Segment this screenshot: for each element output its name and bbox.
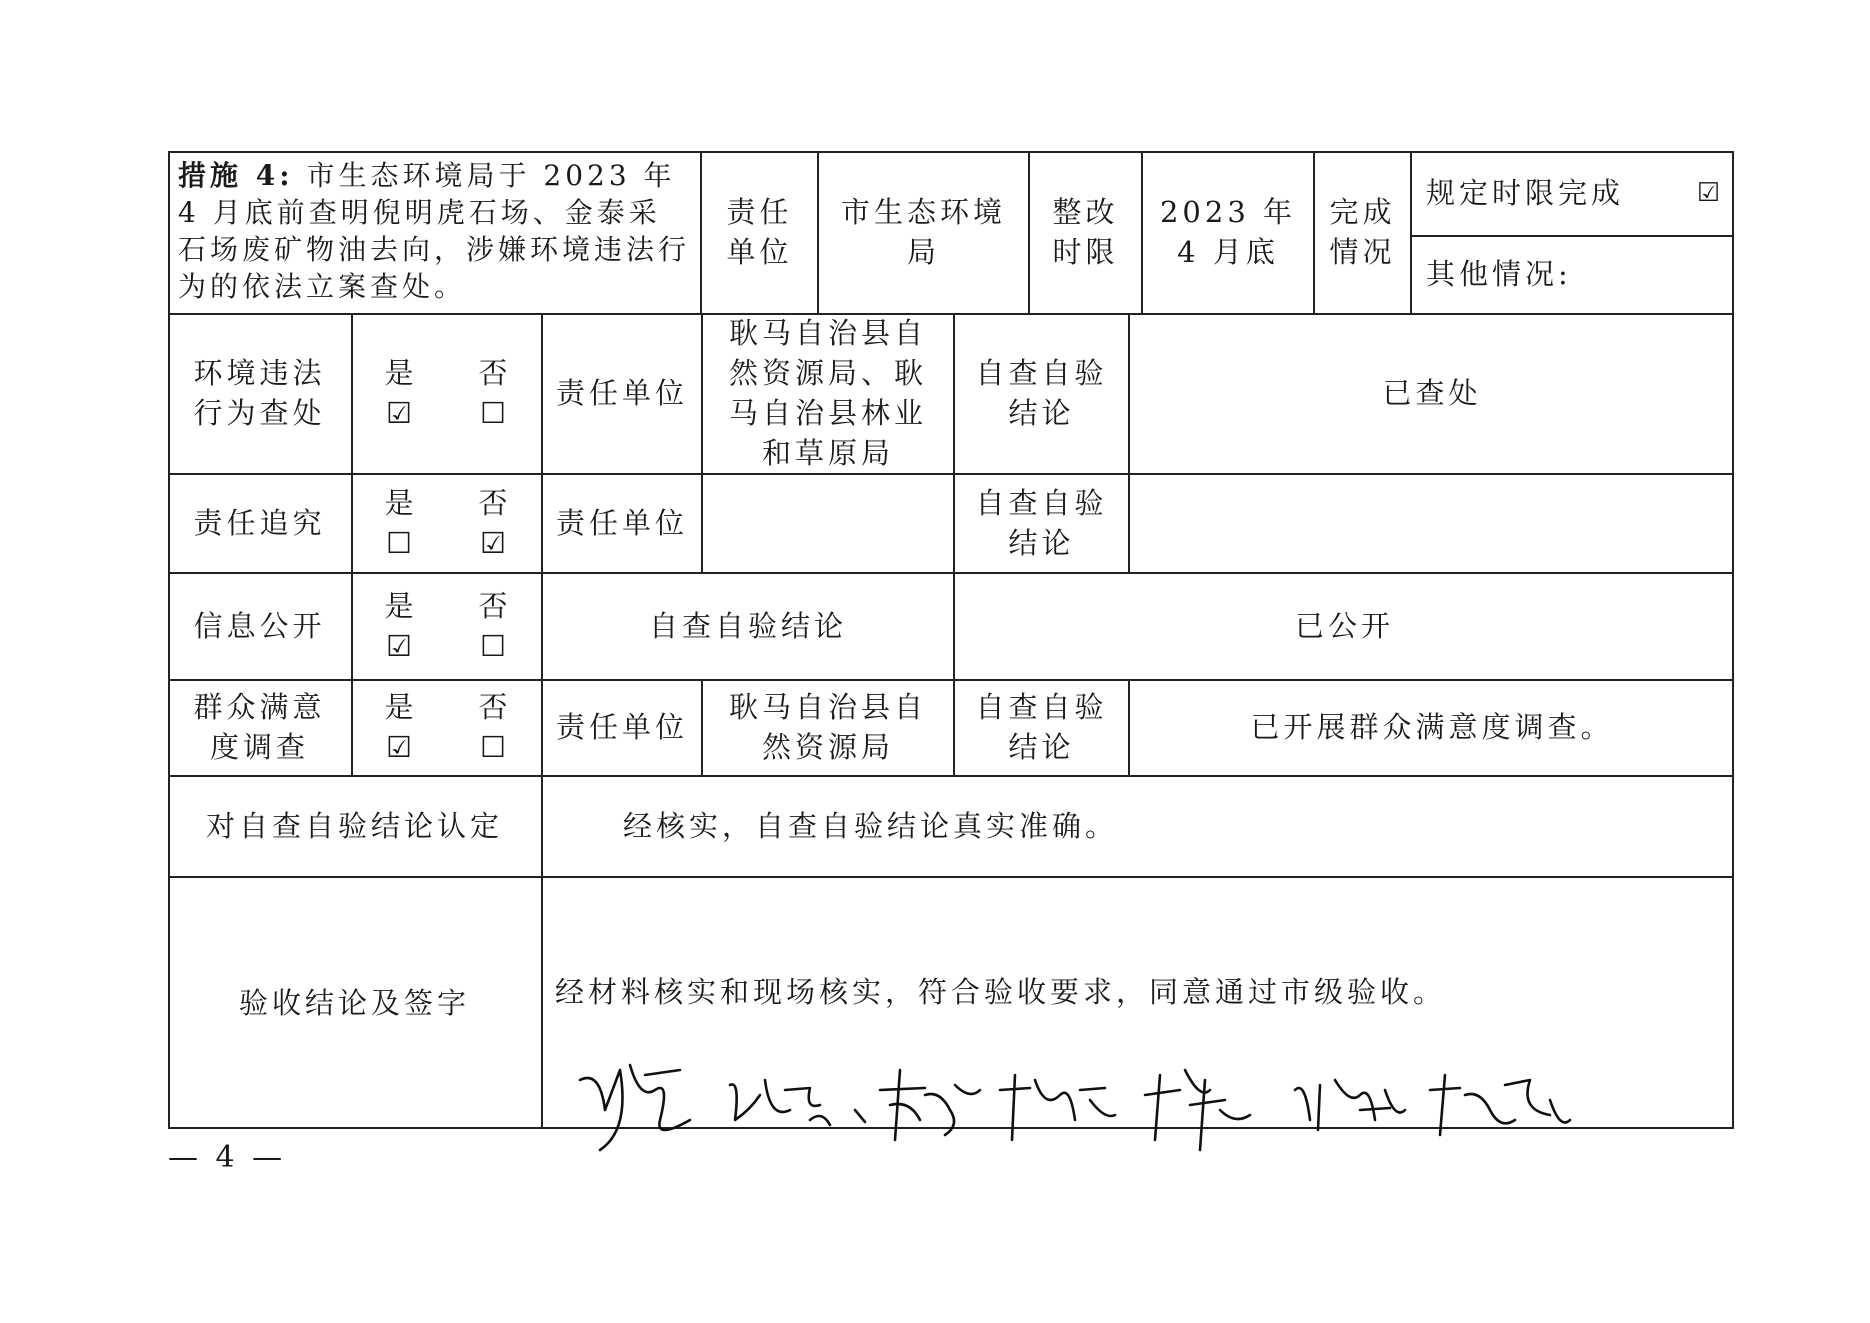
measure-unit-label: 责任单位 [726, 195, 793, 269]
unit-label: 责任单位 [555, 505, 688, 540]
yes-no-cell [351, 679, 541, 775]
verification-label-cell [168, 775, 541, 876]
yes-no-cell [351, 473, 541, 572]
no-checkbox[interactable]: 否☐ [478, 588, 510, 663]
yes-checkbox[interactable]: 是☑ [384, 356, 416, 430]
conclusion-label: 自查自验结论 [975, 690, 1108, 764]
unit-label-cell [541, 473, 701, 572]
yes-checkbox[interactable]: 是☐ [384, 485, 416, 560]
measure-unit-cell [817, 151, 1028, 313]
measure-deadline: 2023 年 4 月底 [1159, 195, 1297, 269]
no-checkbox[interactable]: 否☐ [478, 356, 510, 430]
row-label-cell [168, 313, 351, 473]
row-label-cell [168, 679, 351, 775]
measure-deadline-label-cell [1028, 151, 1141, 313]
row-label-cell [168, 572, 351, 679]
measure-row [168, 151, 1734, 313]
unit-label: 责任单位 [555, 376, 688, 410]
measure-completion-label-cell [1313, 151, 1410, 313]
signatures [560, 1050, 1730, 1155]
measure-deadline-label: 整改时限 [1052, 195, 1119, 269]
signature [1295, 1080, 1405, 1130]
unit-label-cell [541, 313, 701, 473]
acceptance-text: 经材料核实和现场核实，符合验收要求，同意通过市级验收。 [555, 975, 1447, 1009]
page-number: — 4 — [168, 1140, 287, 1175]
signature [1430, 1075, 1570, 1135]
conclusion-label: 自查自验结论 [975, 356, 1108, 430]
measure-deadline-cell [1141, 151, 1313, 313]
conclusion-label-cell [953, 473, 1128, 572]
table-row [168, 679, 1734, 775]
verification-row [168, 775, 1734, 876]
on-time-label: 规定时限完成 [1426, 176, 1625, 210]
on-time-checkbox[interactable]: ☑ [1696, 178, 1720, 208]
yes-checkbox[interactable]: 是☑ [384, 588, 416, 663]
unit-value: 耿马自治县自然资源局 [728, 690, 927, 764]
row-label: 信息公开 [193, 608, 326, 643]
yes-no-cell [351, 313, 541, 473]
conclusion-cell [953, 572, 1734, 679]
conclusion-value: 已公开 [1294, 608, 1394, 643]
measure-description [168, 151, 700, 313]
acceptance-label-cell [168, 876, 541, 1129]
conclusion-label: 自查自验结论 [648, 608, 847, 643]
signature [1000, 1075, 1115, 1140]
signature [730, 1080, 830, 1125]
conclusion-value: 已查处 [1382, 376, 1482, 410]
conclusion-label: 自查自验结论 [975, 485, 1108, 560]
signature [1145, 1070, 1250, 1150]
table-row [168, 572, 1734, 679]
yes-no-cell [351, 572, 541, 679]
unit-label: 责任单位 [555, 710, 688, 744]
acceptance-label: 验收结论及签字 [238, 985, 470, 1020]
conclusion-cell [1128, 313, 1734, 473]
verification-text-cell [541, 775, 1734, 876]
measure-completion-label: 完成情况 [1329, 195, 1396, 269]
conclusion-value: 已开展群众满意度调查。 [1250, 710, 1614, 744]
conclusion-label-cell [953, 679, 1128, 775]
unit-cell [701, 679, 953, 775]
verification-text: 经核实，自查自验结论真实准确。 [623, 808, 1119, 843]
unit-cell [701, 473, 953, 572]
measure-unit-label-cell [700, 151, 817, 313]
unit-label-cell [541, 679, 701, 775]
completion-options [1410, 151, 1734, 313]
signature [855, 1070, 980, 1140]
yes-checkbox[interactable]: 是☑ [384, 690, 416, 764]
signature [580, 1065, 690, 1150]
row-label: 责任追究 [193, 505, 326, 540]
on-time-option [1412, 151, 1734, 237]
measure-heading: 措施 4: [178, 159, 294, 192]
unit-value: 耿马自治县自然资源局、耿马自治县林业和草原局 [728, 316, 927, 470]
table-row [168, 473, 1734, 572]
other-option [1412, 237, 1734, 311]
verification-label: 对自查自验结论认定 [205, 808, 503, 843]
measure-text: 市生态环境局于 2023 年 4 月底前查明倪明虎石场、金泰采石场废矿物油去向，涉嫌环境违法行为的依法立案查处。 [178, 159, 691, 303]
measure-unit: 市生态环境局 [840, 195, 1006, 269]
no-checkbox[interactable]: 否☐ [478, 690, 510, 764]
conclusion-label-cell [541, 572, 953, 679]
no-checkbox[interactable]: 否☑ [478, 485, 510, 560]
conclusion-label-cell [953, 313, 1128, 473]
row-label-cell [168, 473, 351, 572]
conclusion-cell [1128, 473, 1734, 572]
unit-cell [701, 313, 953, 473]
table-row [168, 313, 1734, 473]
row-label: 群众满意度调查 [193, 690, 326, 764]
row-label: 环境违法行为查处 [193, 356, 326, 430]
conclusion-cell [1128, 679, 1734, 775]
other-label: 其他情况: [1426, 257, 1572, 291]
